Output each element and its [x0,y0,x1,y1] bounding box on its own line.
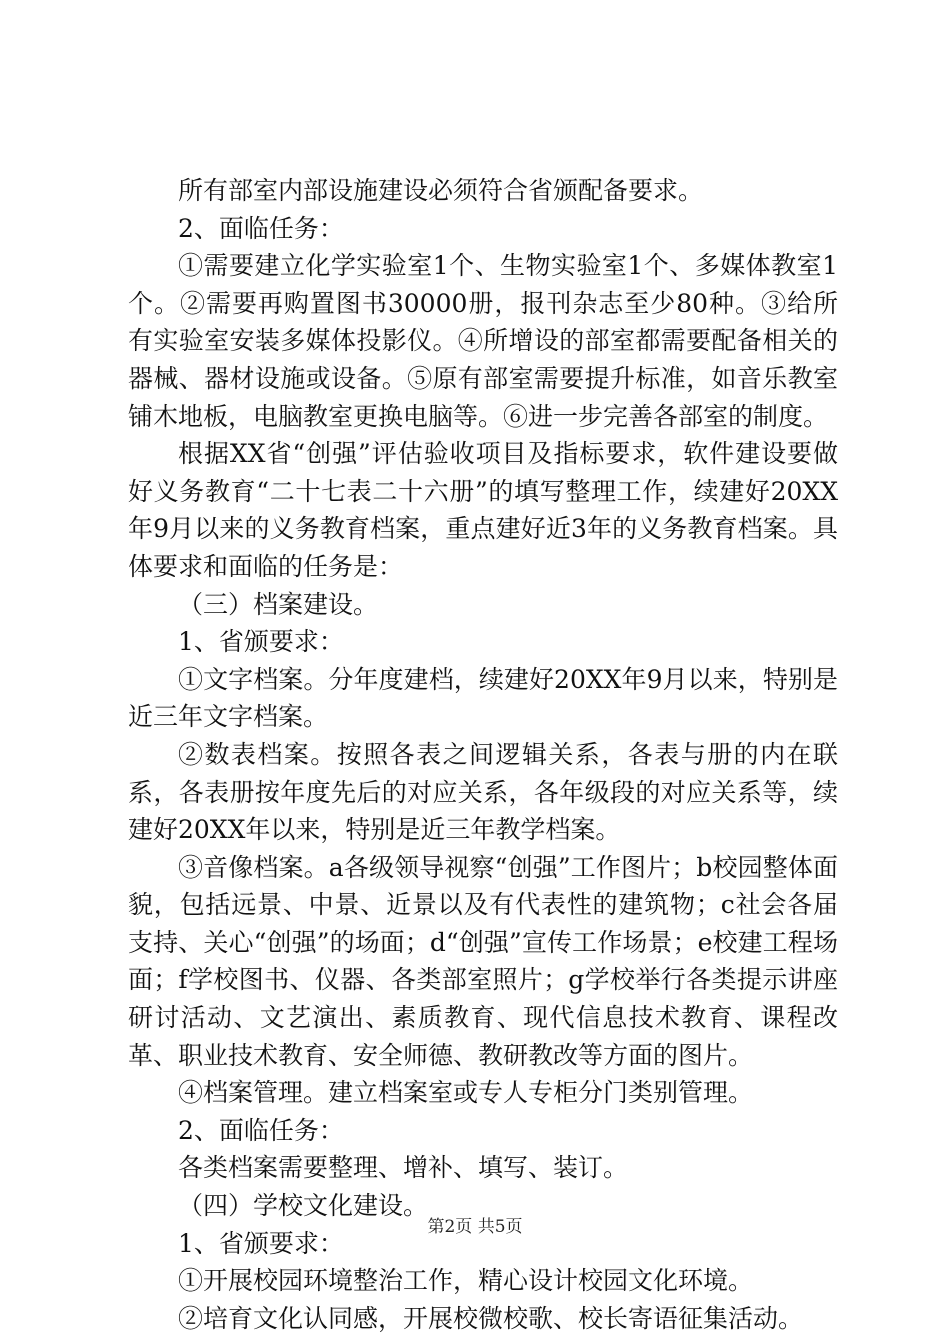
paragraph: ①需要建立化学实验室1个、生物实验室1个、多媒体教室1个。②需要再购置图书30000册，报刊杂志至少80种。③给所有实验室安装多媒体投影仪。④所增设的部室都需要配备相关的器械、器材设施或设备。⑤原有部室需要提升标准，如音乐教室铺木地板，电脑教室更换电脑等。⑥进一步完善各部室的制度。 [128,251,838,431]
paragraph: 各类档案需要整理、增补、填写、装订。 [178,1153,629,1183]
page-footer [0,1212,950,1237]
paragraph: 2、面临任务： [178,213,344,243]
paragraph: ①开展校园环境整治工作，精心设计校园文化环境。 [178,1266,754,1296]
paragraph: ①文字档案。分年度建档，续建好20XX年9月以来，特别是近三年文字档案。 [128,664,838,732]
page-number: 第2页 共5页 [427,1217,523,1237]
paragraph: 2、面临任务： [178,1115,344,1145]
paragraph: 1、省颁要求： [178,627,344,657]
document-body [128,172,838,1337]
section-heading: （三）档案建设。 [178,589,379,619]
paragraph: ③音像档案。a各级领导视察“创强”工作图片；b校园整体面貌，包括远景、中景、近景以及有代表性的建筑物；c社会各届支持、关心“创强”的场面；d“创强”宣传工作场景；e校建工程场面；f学校图书、仪器、各类部室照片；g学校举行各类提示讲座研讨活动、文艺演出、素质教育、现代信息技术教育、课程改革、职业技术教育、安全师德、教研教改等方面的图片。 [128,852,838,1070]
section-heading: （四）学校文化建设。 [178,1191,429,1221]
paragraph: 1、省颁要求： [178,1228,344,1258]
paragraph: 所有部室内部设施建设必须符合省颁配备要求。 [178,176,704,205]
paragraph: ④档案管理。建立档案室或专人专柜分门类别管理。 [178,1078,754,1108]
paragraph: ②培育文化认同感，开展校微校歌、校长寄语征集活动。 [178,1303,804,1333]
paragraph: ②数表档案。按照各表之间逻辑关系，各表与册的内在联系，各表册按年度先后的对应关系，各年级段的对应关系等，续建好20XX年以来，特别是近三年教学档案。 [128,739,838,845]
paragraph: 根据XX省“创强”评估验收项目及指标要求，软件建设要做好义务教育“二十七表二十六册”的填写整理工作，续建好20XX年9月以来的义务教育档案，重点建好近3年的义务教育档案。具体要求和面临的任务是： [128,439,838,581]
